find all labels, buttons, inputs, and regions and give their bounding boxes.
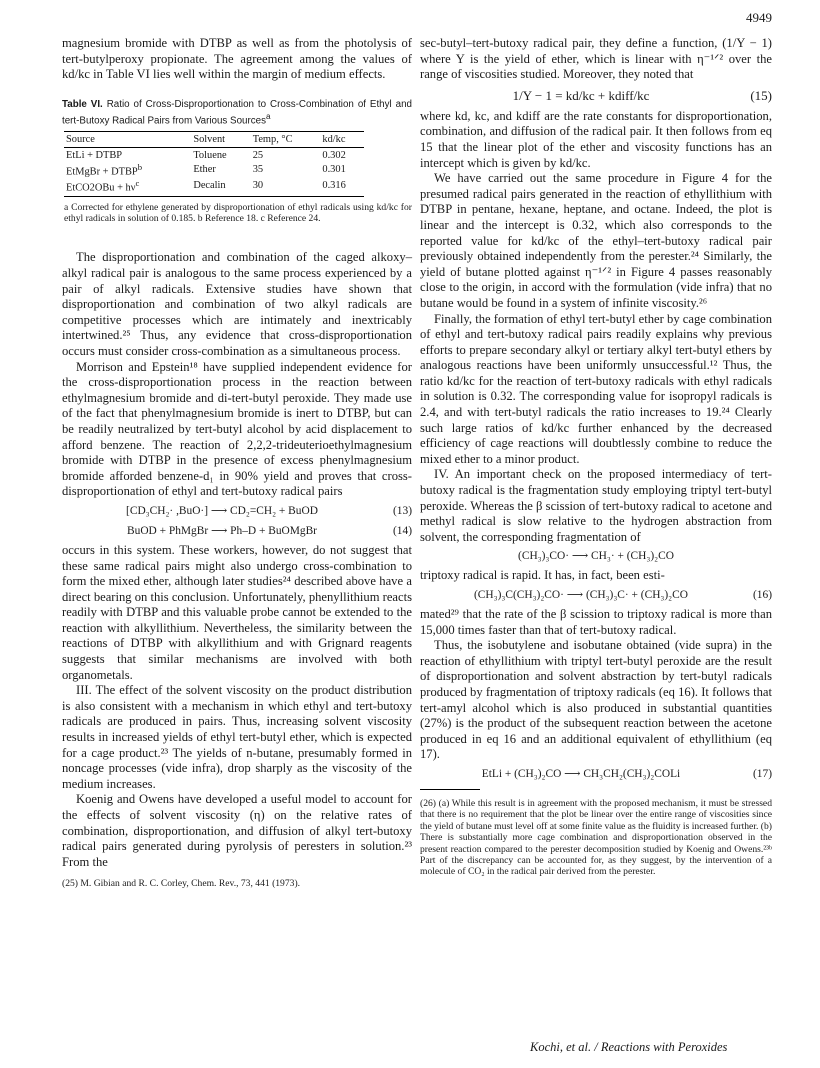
paragraph: mated²⁹ that the rate of the β scission to triptoxy radical is more than 15,000 times faster than that of tert-butoxy radical. xyxy=(420,607,772,637)
equation-text: (CH₃)₃CO· ⟶ CH₃· + (CH₃)₂CO xyxy=(518,550,674,563)
equation-text: (CH₃)₃C(CH₃)₂CO· ⟶ (CH₃)₃C· + (CH₃)₂CO xyxy=(474,589,688,601)
paragraph: occurs in this system. These workers, however, do not suggest that these same radical pairs might also undergo cross-combination to form the mixed ether, although later studies²⁴ described above have a direct bearing on this conclusion. Unfortunately, phenyllithium reacts readily with DTBP and this valuable probe cannot be extended to the reaction with alkyllithium. Nevertheless, the similarity between the reactions of DTBP with alkyllithium and with Grignard reagents suggests that similar mechanisms are involved with both organometals. xyxy=(62,542,412,682)
equation-text: BuOD + PhMgBr ⟶ Ph–D + BuOMgBr xyxy=(127,524,317,537)
equation-text: 1/Y − 1 = kd/kc + kdiff/kc xyxy=(512,87,650,103)
cell-source-text: EtCO2OBu + hν xyxy=(66,182,136,194)
equation-number: (13) xyxy=(393,504,412,517)
equation-number: (15) xyxy=(750,87,772,103)
cell-solvent: Decalin xyxy=(191,178,250,196)
equation-15 xyxy=(420,86,772,106)
paragraph: Morrison and Epstein¹⁸ have supplied independent evidence for the cross-disproportionation process in the reaction between ethylmagnesium bromide and di-tert-butyl peroxide. They made use of the fact that phenylmagnesium bromide is inert to DTBP, but can be readily neutralized by tert-butyl alcohol by acid displacement to afford benzene. The reaction of 2,2,2-trideuterioethylmagnesium bromide with DTBP in the presence of excess phenylmagnesium bromide afforded benzene-d₁ in 90% yield and proves that cross-disproportionation of ethyl and tert-butoxy radical pairs xyxy=(62,359,412,499)
table-caption-mark: a xyxy=(266,111,271,121)
paragraph: III. The effect of the solvent viscosity on the product distribution is also consistent with a mechanism in which ethyl and tert-butoxy radicals are produced in pairs. Thus, increasing solvent viscosity results in increased yields of ethyl tert-butyl ether, which is expected for a cage product.²³ The yields of n-butane, presumably formed in noncage processes (vide infra), drop sharply as the viscosity of the medium increases. xyxy=(62,683,412,791)
cell-solvent: Ether xyxy=(193,164,216,176)
cell-source-text: EtMgBr + DTBP xyxy=(66,166,138,178)
paragraph: The disproportionation and combination of the caged alkoxy–alkyl radical pair is analogous to the same process experienced by a pair of alkyl radicals. Extensive studies have shown that disproportionation and combination of two alkyl radicals are competitive processes which are intimately and inextricably intertwined.²⁵ Thus, any evidence that cross-disproportionation occurs must consider cross-combination as a simultaneous process. xyxy=(62,250,412,358)
col-header-solvent: Solvent xyxy=(191,132,250,148)
col-header-ratio: kd/kc xyxy=(320,132,364,148)
cell-source-mark: b xyxy=(137,161,143,172)
col-header-temp: Temp, °C xyxy=(251,132,321,148)
cell-source xyxy=(64,178,191,196)
footnote-rule xyxy=(420,789,480,790)
paragraph: magnesium bromide with DTBP as well as from the photolysis of tert-butylperoxy propionate. The agreement among the values of kd/kc in Table VI lies well within the margin of medium effects. xyxy=(62,36,412,82)
cell-ratio: 0.316 xyxy=(320,178,364,196)
cell-solvent: Toluene xyxy=(193,150,227,162)
cell-temp: 30 xyxy=(251,178,321,196)
paragraph: We have carried out the same procedure in Figure 4 for the presumed radical pairs generated in the reaction of ethyllithium with DTBP in pentane, hexane, heptane, and octane. Indeed, the plot is linear and the intercept is 0.32, which also corresponds to the reported value for kd/kc of the ethyl–tert-butoxy radical pair previously obtained independently from the perester.²⁴ Similarly, the yield of butane plotted against η⁻¹ᐟ² in Figure 4 passes reasonably close to the origin, in accord with the formulation (vide infra) that no butane would be found in a system of infinite viscosity.²⁶ xyxy=(420,171,772,310)
cell-temp: 25 xyxy=(252,150,264,162)
table-caption xyxy=(62,99,412,127)
table-footnote: a Corrected for ethylene generated by disproportionation of ethyl radicals using kd/kc for ethyl radicals in solution of 0.185. b Reference 18. c Reference 24. xyxy=(64,201,412,225)
equation-fragmentation xyxy=(420,548,772,565)
cell-ratio: 0.301 xyxy=(322,164,346,176)
equation-text: EtLi + (CH₃)₂CO ⟶ CH₃CH₂(CH₃)₂COLi xyxy=(481,767,681,780)
footnote-26: (26) (a) While this result is in agreement with the proposed mechanism, it must be stressed that there is no requirement that the plot be linear over the entire range of viscosities since the yield of butane must level off at some finite value as the fluidity is increased further. (b) There is substantially more cage combination and disproportionation observed in the present reaction compared to the perester decomposition studied by Koenig and Owens.²³ᵇ Part of the discrepancy can be accounted for, as they suggest, by the intervention of a molecule of CO₂ in the radical pair derived from the perester. xyxy=(420,797,772,878)
right-column xyxy=(420,36,772,878)
equation-13 xyxy=(62,503,412,520)
left-column xyxy=(62,36,412,890)
equation-number: (14) xyxy=(393,524,412,537)
table-row xyxy=(64,162,364,178)
equation-16 xyxy=(420,587,772,604)
paragraph: IV. An important check on the proposed intermediacy of tert-butoxy radical is the fragmentation study employing triptyl tert-butyl peroxide. Whereas the β scission of tert-butoxy radical to acetone and methyl radical is slow relative to the hydrogen abstraction from solvent, the corresponding fragmentation of xyxy=(420,467,772,544)
equation-number: (17) xyxy=(753,767,772,780)
equation-number: (16) xyxy=(753,589,772,601)
col-header-source: Source xyxy=(64,132,191,148)
cell-source: EtLi + DTBP xyxy=(66,150,123,162)
table-row xyxy=(64,178,364,196)
paragraph: where kd, kc, and kdiff are the rate constants for disproportionation, combination, and diffusion of the radical pair. It then follows from eq 15 that the linear plot of the ether and viscosity functions has an intercept which is given by kd/kc. xyxy=(420,108,772,170)
equation-text: [CD₃CH₂· ,BuO·] ⟶ CD₂=CH₂ + BuOD xyxy=(126,504,318,517)
paragraph: sec-butyl–tert-butoxy radical pair, they define a function, (1/Y − 1) where Y is the yield of ether, which is linear with η⁻¹ᐟ² over the range of viscosities studied. Moreover, they noted that xyxy=(420,36,772,82)
table-row xyxy=(64,148,364,162)
equation-14 xyxy=(62,523,412,540)
paragraph: Finally, the formation of ethyl tert-butyl ether by cage combination of ethyl and tert-butoxy radical pairs readily explains why previous efforts to prepare secondary alkyl or tertiary alkyl tert-butyl ethers by analogous reactions have been uniformly unsuccessful.¹² Thus, the ratio kd/kc for the reaction of tert-butoxy radicals with ethyl radicals in solution is 0.32. The corresponding value for isopropyl radicals is 2.4, and with tert-butyl radicals the ratio increases to 19.²⁴ Clearly such large ratios of kd/kc further enhanced by the decreased efficiency of cage reactions will doubtlessly combine to reduce the mixed ether to a minor product. xyxy=(420,311,772,466)
table-header-row xyxy=(64,132,364,148)
running-footer: Kochi, et al. / Reactions with Peroxides xyxy=(530,1040,728,1054)
paragraph: Thus, the isobutylene and isobutane obtained (vide supra) in the reaction of ethyllithium with triptyl tert-butyl peroxide are the result of disproportionation and solvent abstraction by tert-butyl radicals produced by fragmentation of triptoxy radicals (eq 16). It follows that tert-amyl alcohol which is also produced in substantial quantities (27%) is the product of the subsequent reaction between the acetone produced in eq 16 and an additional equivalent of ethyllithium (eq 17). xyxy=(420,638,772,762)
footnote-25: (25) M. Gibian and R. C. Corley, Chem. Rev., 73, 441 (1973). xyxy=(62,878,301,890)
cell-ratio: 0.302 xyxy=(322,150,346,162)
cell-temp: 35 xyxy=(252,164,264,176)
table-vi xyxy=(64,131,364,197)
table-label: Table VI. xyxy=(62,98,103,110)
table-caption-text: Ratio of Cross-Disproportionation to Cross-Combination of Ethyl and tert-Butoxy Radical Pairs from Various Sources xyxy=(62,98,412,127)
equation-17 xyxy=(420,766,772,783)
page-number: 4949 xyxy=(746,10,772,25)
cell-source-mark: c xyxy=(135,177,140,188)
cell-source xyxy=(64,162,191,178)
paragraph: triptoxy radical is rapid. It has, in fact, been esti- xyxy=(420,568,665,583)
paragraph: Koenig and Owens have developed a useful model to account for the effects of solvent viscosity (η) on the relative rates of combination, disproportionation, and diffusion of alkyl tert-butoxy radical pairs generated during pyrolysis of peresters in solution.²³ From the xyxy=(62,792,412,869)
